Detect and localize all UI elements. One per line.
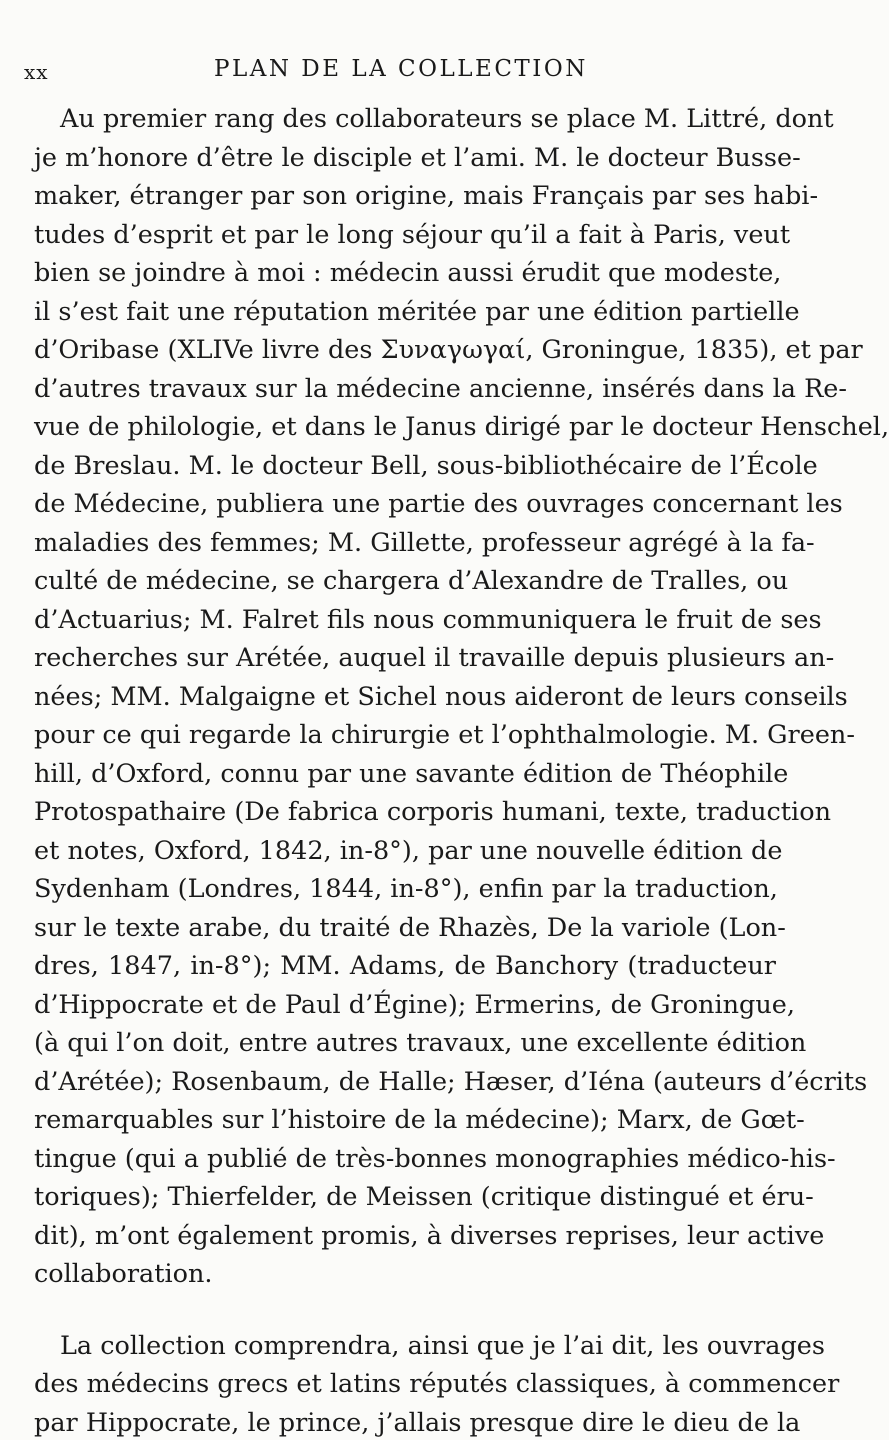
text-line: vue de philologie, et dans le Janus dirigé par le docteur Henschel,	[34, 412, 889, 442]
text-line: Protospathaire (De fabrica corporis humani, texte, traduction	[34, 797, 831, 827]
text-line: Au premier rang des collaborateurs se place M. Littré, dont	[60, 104, 834, 134]
text-line: il s’est fait une réputation méritée par une édition partielle	[34, 297, 800, 327]
text-line: toriques); Thierfelder, de Meissen (critique distingué et éru-	[34, 1182, 814, 1212]
text-line: maladies des femmes; M. Gillette, professeur agrégé à la fa-	[34, 528, 815, 558]
text-line: d’Actuarius; M. Falret fils nous communiquera le fruit de ses	[34, 605, 822, 635]
text-line: remarquables sur l’histoire de la médecine); Marx, de Gœt-	[34, 1105, 805, 1135]
text-line: (à qui l’on doit, entre autres travaux, une excellente édition	[34, 1028, 807, 1058]
text-line: d’Oribase (XLIVe livre des Συναγωγαί, Groningue, 1835), et par	[34, 335, 863, 365]
page-number: xx	[24, 60, 49, 84]
text-line: d’Arétée); Rosenbaum, de Halle; Hæser, d’Iéna (auteurs d’écrits	[34, 1067, 868, 1097]
text-line: de Breslau. M. le docteur Bell, sous-bibliothécaire de l’École	[34, 451, 818, 481]
running-head: PLAN DE LA COLLECTION	[214, 56, 588, 82]
text-line: La collection comprendra, ainsi que je l’ai dit, les ouvrages	[60, 1331, 825, 1361]
text-line: des médecins grecs et latins réputés classiques, à commencer	[34, 1369, 840, 1399]
text-line: dit), m’ont également promis, à diverses reprises, leur active	[34, 1221, 825, 1251]
text-line: tingue (qui a publié de très-bonnes monographies médico-his-	[34, 1144, 836, 1174]
text-line: culté de médecine, se chargera d’Alexandre de Tralles, ou	[34, 566, 789, 596]
text-line: maker, étranger par son origine, mais Français par ses habi-	[34, 181, 819, 211]
text-line: dres, 1847, in-8°); MM. Adams, de Banchory (traducteur	[34, 951, 776, 981]
text-line: collaboration.	[34, 1259, 213, 1289]
text-line: d’Hippocrate et de Paul d’Égine); Ermerins, de Groningue,	[34, 990, 796, 1020]
text-line: Sydenham (Londres, 1844, in-8°), enfin par la traduction,	[34, 874, 778, 904]
text-line: bien se joindre à moi : médecin aussi érudit que modeste,	[34, 258, 782, 288]
text-line: de Médecine, publiera une partie des ouvrages concernant les	[34, 489, 843, 519]
text-line: nées; MM. Malgaigne et Sichel nous aideront de leurs conseils	[34, 682, 848, 712]
text-line: tudes d’esprit et par le long séjour qu’il a fait à Paris, veut	[34, 220, 791, 250]
text-line: et notes, Oxford, 1842, in-8°), par une nouvelle édition de	[34, 836, 783, 866]
text-line: hill, d’Oxford, connu par une savante édition de Théophile	[34, 759, 789, 789]
text-line: recherches sur Arétée, auquel il travaille depuis plusieurs an-	[34, 643, 835, 673]
text-line: sur le texte arabe, du traité de Rhazès, De la variole (Lon-	[34, 913, 786, 943]
text-line: par Hippocrate, le prince, j’allais presque dire le dieu de la	[34, 1408, 801, 1438]
text-line: d’autres travaux sur la médecine ancienne, insérés dans la Re-	[34, 374, 847, 404]
text-line: je m’honore d’être le disciple et l’ami. M. le docteur Busse-	[34, 143, 801, 173]
text-line: pour ce qui regarde la chirurgie et l’ophthalmologie. M. Green-	[34, 720, 855, 750]
